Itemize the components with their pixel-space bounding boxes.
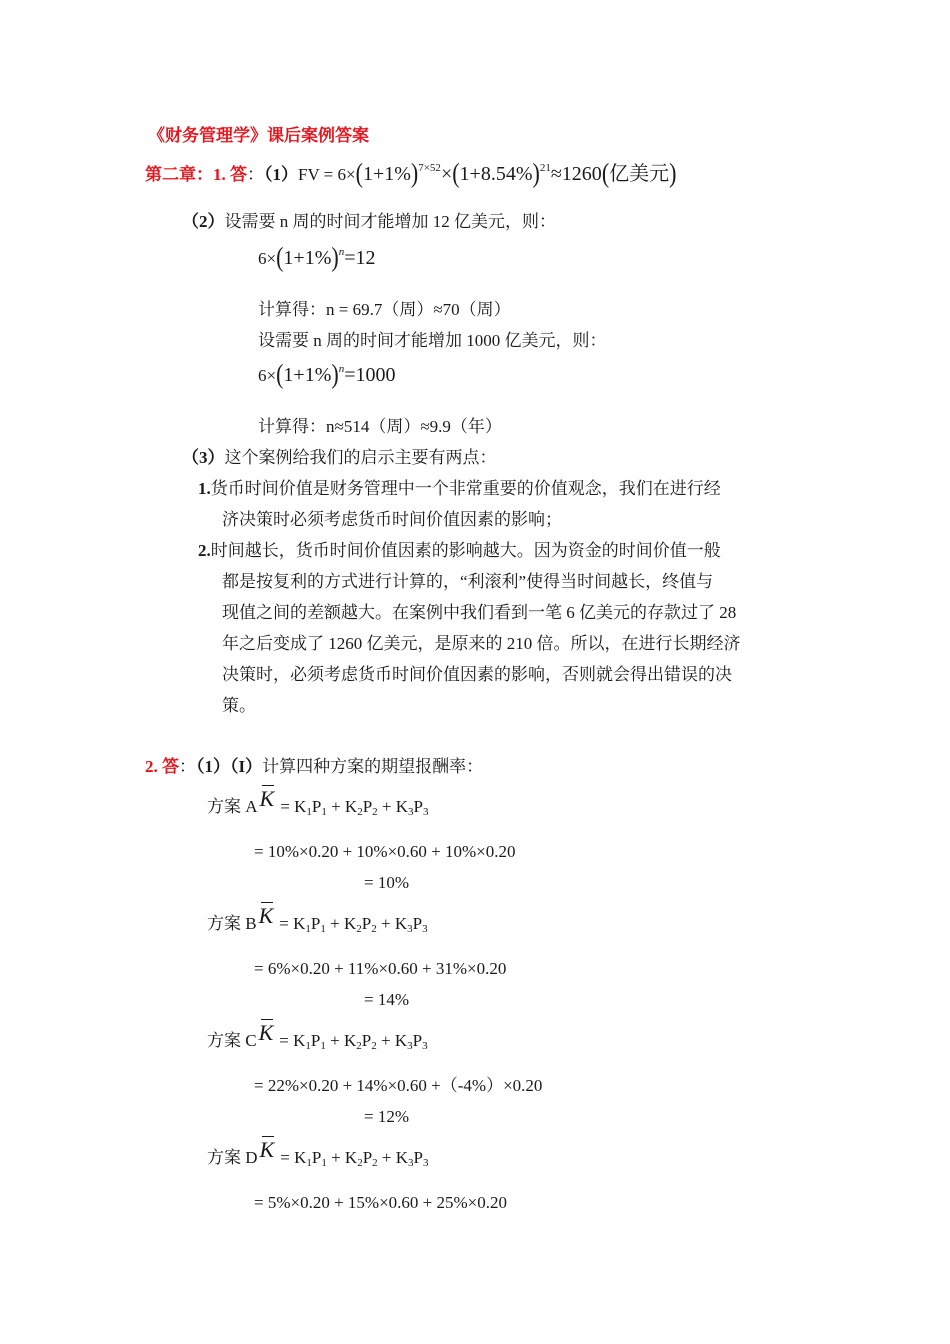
q2-label: 2. 答	[145, 757, 179, 776]
eq1-rhs: =12	[344, 247, 376, 269]
point-1-text-1: 货币时间价值是财务管理中一个非常重要的价值观念，我们在进行经	[210, 479, 721, 498]
q1-part1-label: （1）	[264, 165, 298, 184]
eq2-exponent: n	[338, 363, 345, 375]
plan-a-result: = 10%	[364, 873, 409, 892]
eq1-base: 1+1%	[283, 247, 332, 269]
plan-label: 方案 A	[207, 797, 258, 816]
eq2-prefix: 6×	[258, 366, 277, 385]
plan-d-formula: 方案 DK = $K_1P_1 + K_2P_2 + K_3P_3$	[207, 1137, 429, 1169]
fv-prefix: FV = 6×	[298, 165, 356, 184]
q2-colon: ：	[179, 757, 196, 776]
plan-c-formula: 方案 CK = $K_1P_1 + K_2P_2 + K_3P_3$	[207, 1020, 428, 1052]
plan-a-formula: 方案 AK = $K_1P_1 + K_2P_2 + K_3P_3$	[207, 786, 429, 818]
q1-part2-label: （2）	[182, 212, 225, 231]
fv-approx: ≈1260	[550, 163, 602, 185]
q1-part2-text: 设需要 n 周的时间才能增加 12 亿美元，则：	[224, 212, 556, 231]
fv-exp2: 21	[539, 162, 551, 174]
eq2-rhs: =1000	[344, 364, 396, 386]
fv-times: ×	[440, 163, 453, 185]
plan-c-result: = 12%	[364, 1107, 409, 1126]
q1-part3-text: 这个案例给我们的启示主要有两点：	[224, 448, 497, 467]
calc-result-2: 计算得：n≈514（周）≈9.9（年）	[258, 417, 502, 436]
q1-part3-label: （3）	[182, 448, 225, 467]
equation-2: $6\times(1+1\%)^n=1000$	[258, 357, 396, 389]
expected-return-symbol: K	[258, 1020, 274, 1045]
eq1-prefix: 6×	[258, 249, 277, 268]
plan-a-calc: = 10%×0.20 + 10%×0.60 + 10%×0.20	[254, 842, 516, 861]
point-1-line-1	[198, 479, 721, 499]
expected-return-symbol: K	[259, 786, 275, 811]
point-2-text-5: 决策时，必须考虑货币时间价值因素的影响，否则就会得出错误的决	[222, 665, 732, 684]
plan-label: 方案 D	[207, 1148, 258, 1167]
point-2-text-6: 策。	[222, 696, 256, 715]
fv-base1: 1+1%	[362, 163, 411, 185]
point-1-text-2: 济决策时必须考虑货币时间价值因素的影响；	[222, 510, 562, 529]
q2-part1-label: （1）	[196, 757, 230, 776]
q1-part2-text2: 设需要 n 周的时间才能增加 1000 亿美元，则：	[258, 331, 607, 350]
plan-d-calc: = 5%×0.20 + 15%×0.60 + 25%×0.20	[254, 1193, 508, 1212]
q1-label: 1. 答	[213, 165, 247, 184]
calc-result-1: 计算得：n = 69.7（周）≈70（周）	[258, 300, 511, 319]
expected-return-symbol: K	[258, 903, 274, 928]
point-2-text-4: 年之后变成了 1260 亿美元，是原来的 210 倍。所以，在进行长期经济	[222, 634, 741, 653]
expected-return-symbol: K	[259, 1137, 275, 1162]
eq1-exponent: n	[338, 246, 345, 258]
document-title: 《财务管理学》课后案例答案	[148, 126, 369, 145]
eq2-base: 1+1%	[283, 364, 332, 386]
point-2-text-3: 现值之间的差额越大。在案例中我们看到一笔 6 亿美元的存款过了 28	[222, 603, 737, 622]
fv-exp1: 7×52	[418, 162, 441, 174]
fv-unit: 亿美元	[609, 163, 670, 185]
point-2-number: 2.	[198, 541, 211, 560]
q1-part2-line	[182, 212, 556, 232]
point-2-line-1	[198, 541, 721, 561]
q1-heading-line: 第二章：1. 答：$(1)FV = 6\times(1+1\%)^{7\times 52}\times(1+8.54\%)^{21}\approx 1260$(亿美元)	[145, 156, 677, 188]
plan-label: 方案 B	[207, 914, 257, 933]
q2-heading-line	[145, 757, 483, 777]
point-1-number: 1.	[198, 479, 211, 498]
q2-text: 计算四种方案的期望报酬率：	[262, 757, 484, 776]
fv-base2: 1+8.54%	[459, 163, 533, 185]
plan-b-result: = 14%	[364, 990, 409, 1009]
plan-label: 方案 C	[207, 1031, 257, 1050]
equation-1: $6\times(1+1\%)^n=12$	[258, 240, 376, 272]
q1-colon: ：	[247, 165, 264, 184]
point-2-text-1: 时间越长，货币时间价值因素的影响越大。因为资金的时间价值一般	[210, 541, 721, 560]
q1-part3-line	[182, 448, 497, 468]
chapter-label: 第二章：	[145, 165, 213, 184]
plan-b-formula: 方案 BK = $K_1P_1 + K_2P_2 + K_3P_3$	[207, 903, 428, 935]
plan-b-calc: = 6%×0.20 + 11%×0.60 + 31%×0.20	[254, 959, 507, 978]
point-2-text-2: 都是按复利的方式进行计算的，“利滚利”使得当时间越长，终值与	[222, 572, 714, 591]
q2-sub-label: （I）	[230, 757, 263, 776]
plan-c-calc: = 22%×0.20 + 14%×0.60 +（-4%）×0.20	[254, 1076, 543, 1095]
